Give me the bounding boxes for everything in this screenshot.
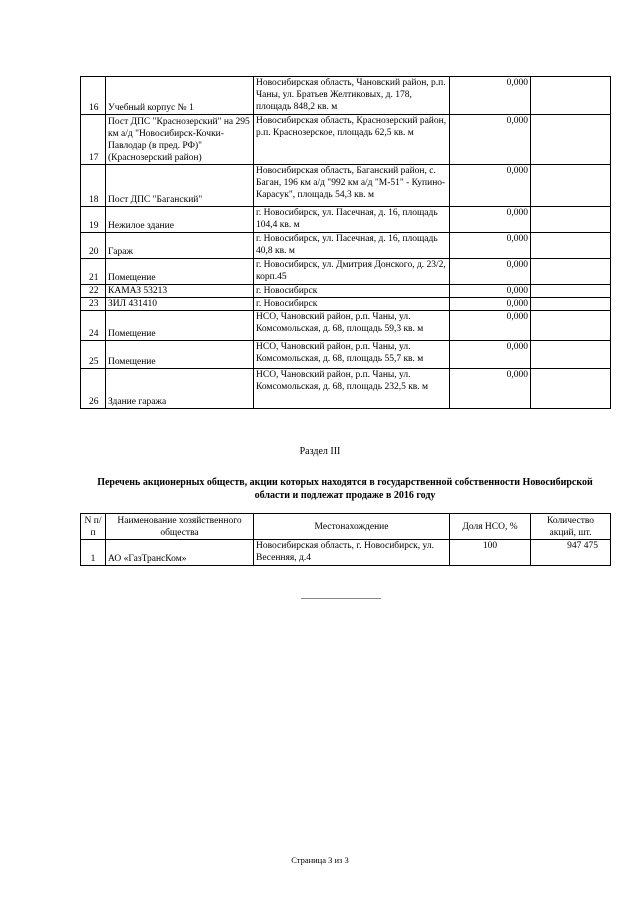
empty-cell — [531, 298, 611, 311]
header-share-count: Количество акций, шт. — [531, 514, 611, 540]
row-number: 24 — [81, 311, 106, 341]
object-name: ЗИЛ 431410 — [106, 298, 254, 311]
object-name: Нежилое здание — [106, 207, 254, 233]
object-address: НСО, Чановский район, р.п. Чаны, ул. Комсомольская, д. 68, площадь 59,3 кв. м — [254, 311, 450, 341]
joint-stock-companies-table — [80, 513, 611, 566]
row-number: 25 — [81, 341, 106, 369]
object-name: Пост ДПС "Краснозерский" на 295 км а/д "Новосибирск-Кочки-Павлодар (в пред. РФ)" (Краснозерский район) — [106, 115, 254, 165]
page-footer: Страница 3 из 3 — [291, 855, 349, 865]
object-address: г. Новосибирск, ул. Пасечная, д. 16, площадь 40,8 кв. м — [254, 233, 450, 259]
object-address: НСО, Чановский район, р.п. Чаны, ул. Комсомольская, д. 68, площадь 55,7 кв. м — [254, 341, 450, 369]
empty-cell — [531, 207, 611, 233]
object-name: КАМАЗ 53213 — [106, 285, 254, 298]
object-address: НСО, Чановский район, р.п. Чаны, ул. Комсомольская, д. 68, площадь 232,5 кв. м — [254, 369, 450, 409]
divider — [301, 598, 381, 599]
empty-cell — [531, 77, 611, 115]
table-row — [81, 233, 611, 259]
object-name: Гараж — [106, 233, 254, 259]
row-number: 19 — [81, 207, 106, 233]
section-title: Раздел III — [299, 446, 341, 457]
object-address: Новосибирская область, Чановский район, р.п. Чаны, ул. Братьев Желтиковых, д. 178, площадь 848,2 кв. м — [254, 77, 450, 115]
empty-cell — [531, 369, 611, 409]
object-value: 0,000 — [450, 207, 531, 233]
property-table — [80, 76, 611, 409]
object-value: 0,000 — [450, 165, 531, 207]
object-address: г. Новосибирск, ул. Дмитрия Донского, д. 23/2, корп.45 — [254, 259, 450, 285]
header-location: Местонахождение — [254, 514, 450, 540]
object-address: г. Новосибирск — [254, 298, 450, 311]
list-heading: Перечень акционерных обществ, акции которых находятся в государственной собственности Новосибирской области и подлежат продаже в 2016 году — [97, 477, 593, 501]
empty-cell — [531, 165, 611, 207]
company-share-count: 947 475 — [531, 540, 611, 566]
row-number: 21 — [81, 259, 106, 285]
empty-cell — [531, 233, 611, 259]
row-number: 26 — [81, 369, 106, 409]
object-name: Пост ДПС "Баганский" — [106, 165, 254, 207]
object-value: 0,000 — [450, 115, 531, 165]
empty-cell — [531, 341, 611, 369]
header-number: N п/п — [81, 514, 106, 540]
table-row — [81, 259, 611, 285]
empty-cell — [531, 311, 611, 341]
table-row — [81, 540, 611, 566]
object-name: Учебный корпус № 1 — [106, 77, 254, 115]
object-address: г. Новосибирск, ул. Пасечная, д. 16, площадь 104,4 кв. м — [254, 207, 450, 233]
header-company-name: Наименование хозяйственного общества — [106, 514, 254, 540]
table-row — [81, 369, 611, 409]
object-value: 0,000 — [450, 259, 531, 285]
row-number: 18 — [81, 165, 106, 207]
row-number: 17 — [81, 115, 106, 165]
object-name: Помещение — [106, 259, 254, 285]
table-row — [81, 115, 611, 165]
table-row — [81, 298, 611, 311]
object-value: 0,000 — [450, 233, 531, 259]
row-number: 16 — [81, 77, 106, 115]
table-row — [81, 165, 611, 207]
object-value: 0,000 — [450, 298, 531, 311]
empty-cell — [531, 115, 611, 165]
object-name: Помещение — [106, 311, 254, 341]
header-share: Доля НСО, % — [450, 514, 531, 540]
row-number: 22 — [81, 285, 106, 298]
object-value: 0,000 — [450, 285, 531, 298]
empty-cell — [531, 285, 611, 298]
object-address: г. Новосибирск — [254, 285, 450, 298]
table-row — [81, 285, 611, 298]
row-number: 1 — [81, 540, 106, 566]
table-row — [81, 207, 611, 233]
row-number: 20 — [81, 233, 106, 259]
company-location: Новосибирская область, г. Новосибирск, ул. Весенняя, д.4 — [254, 540, 450, 566]
object-value: 0,000 — [450, 311, 531, 341]
table-row — [81, 341, 611, 369]
empty-cell — [531, 259, 611, 285]
object-address: Новосибирская область, Краснозерский район, р.п. Краснозерское, площадь 62,5 кв. м — [254, 115, 450, 165]
object-value: 0,000 — [450, 77, 531, 115]
object-value: 0,000 — [450, 341, 531, 369]
object-value: 0,000 — [450, 369, 531, 409]
object-address: Новосибирская область, Баганский район, с. Баган, 196 км а/д "992 км а/д "М-51" - Купино-Карасук", площадь 54,3 кв. м — [254, 165, 450, 207]
table-header-row — [81, 514, 611, 540]
company-name: АО «ГазТрансКом» — [106, 540, 254, 566]
table-row — [81, 311, 611, 341]
object-name: Здание гаража — [106, 369, 254, 409]
table-row — [81, 77, 611, 115]
object-name: Помещение — [106, 341, 254, 369]
company-share: 100 — [450, 540, 531, 566]
row-number: 23 — [81, 298, 106, 311]
